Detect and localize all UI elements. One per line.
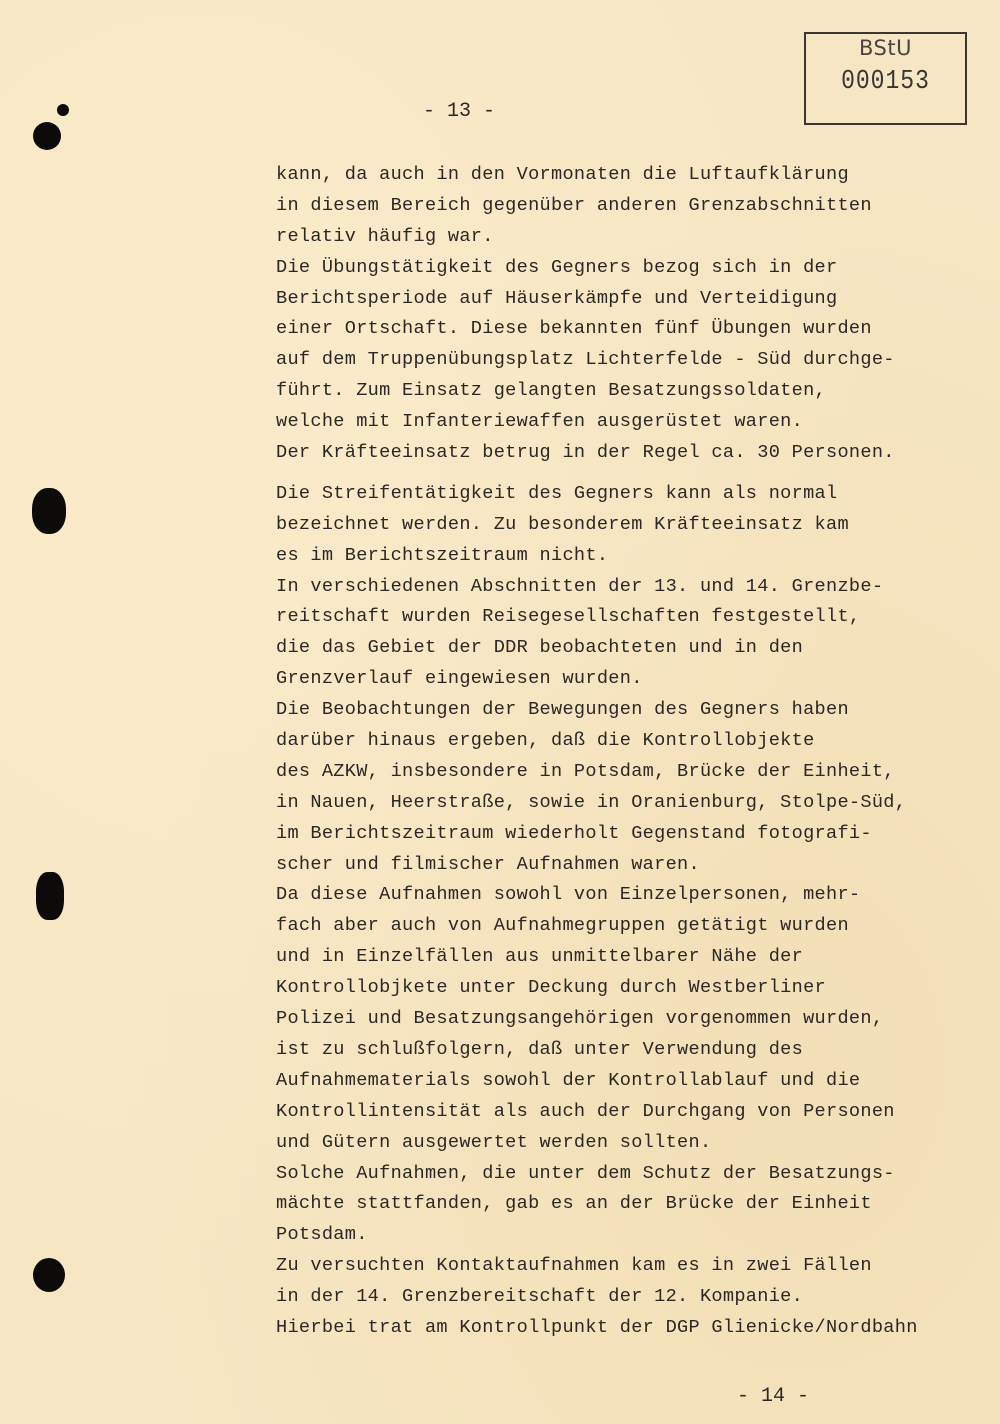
text-line: Polizei und Besatzungsangehörigen vorgenommen wurden, — [276, 1008, 884, 1030]
text-line: führt. Zum Einsatz gelangten Besatzungssoldaten, — [276, 380, 826, 402]
page-number-bottom: - 14 - — [737, 1385, 810, 1408]
paragraph-2 — [276, 479, 976, 1344]
text-line: fach aber auch von Aufnahmegruppen getätigt wurden — [276, 915, 849, 937]
text-line: scher und filmischer Aufnahmen waren. — [276, 853, 700, 875]
punch-hole-icon — [32, 488, 66, 534]
text-line: einer Ortschaft. Diese bekannten fünf Übungen wurden — [276, 318, 872, 340]
text-line: mächte stattfanden, gab es an der Brücke der Einheit — [276, 1193, 872, 1215]
punch-hole-icon — [33, 1258, 65, 1292]
text-line: es im Berichtszeitraum nicht. — [276, 544, 609, 566]
text-line: Da diese Aufnahmen sowohl von Einzelpersonen, mehr- — [276, 884, 861, 906]
text-line: Berichtsperiode auf Häuserkämpfe und Verteidigung — [276, 287, 838, 309]
text-line: Die Übungstätigkeit des Gegners bezog sich in der — [276, 256, 838, 278]
text-line: im Berichtszeitraum wiederholt Gegenstand fotografi- — [276, 822, 872, 844]
text-line: Zu versuchten Kontaktaufnahmen kam es in zwei Fällen — [276, 1255, 872, 1277]
text-line: des AZKW, insbesondere in Potsdam, Brücke der Einheit, — [276, 760, 895, 782]
text-line: Kontrollobjkete unter Deckung durch Westberliner — [276, 977, 826, 999]
punch-hole-icon — [33, 122, 61, 150]
stamp-org: BStU — [859, 36, 912, 60]
text-line: in diesem Bereich gegenüber anderen Grenzabschnitten — [276, 194, 872, 216]
text-line: Hierbei trat am Kontrollpunkt der DGP Glienicke/Nordbahn — [276, 1316, 918, 1338]
paragraph-1 — [276, 160, 976, 469]
text-line: auf dem Truppenübungsplatz Lichterfelde - Süd durchge- — [276, 349, 895, 371]
stamp-number: 000153 — [841, 66, 930, 96]
text-line: in der 14. Grenzbereitschaft der 12. Kompanie. — [276, 1286, 804, 1308]
text-line: Grenzverlauf eingewiesen wurden. — [276, 668, 643, 690]
text-line: Kontrollintensität als auch der Durchgang von Personen — [276, 1100, 895, 1122]
text-line: Die Streifentätigkeit des Gegners kann als normal — [276, 482, 838, 504]
text-line: darüber hinaus ergeben, daß die Kontrollobjekte — [276, 730, 815, 752]
text-line: Potsdam. — [276, 1224, 368, 1246]
punch-hole-icon — [36, 872, 64, 920]
text-line: Aufnahmematerials sowohl der Kontrollablauf und die — [276, 1069, 861, 1091]
text-line: Die Beobachtungen der Bewegungen des Gegners haben — [276, 699, 849, 721]
text-line: reitschaft wurden Reisegesellschaften festgestellt, — [276, 606, 861, 628]
text-line: Solche Aufnahmen, die unter dem Schutz der Besatzungs- — [276, 1162, 895, 1184]
document-body — [276, 160, 976, 1344]
page-number-top: - 13 - — [423, 100, 496, 123]
text-line: In verschiedenen Abschnitten der 13. und 14. Grenzbe- — [276, 575, 884, 597]
text-line: bezeichnet werden. Zu besonderem Kräfteeinsatz kam — [276, 513, 849, 535]
text-line: kann, da auch in den Vormonaten die Luftaufklärung — [276, 164, 849, 185]
text-line: in Nauen, Heerstraße, sowie in Oranienburg, Stolpe-Süd, — [276, 791, 907, 813]
archive-stamp — [804, 32, 967, 125]
punch-hole-icon — [57, 104, 69, 116]
text-line: und in Einzelfällen aus unmittelbarer Nähe der — [276, 946, 804, 968]
paragraph-gap — [276, 469, 976, 479]
text-line: die das Gebiet der DDR beobachteten und in den — [276, 637, 804, 659]
text-line: welche mit Infanteriewaffen ausgerüstet waren. — [276, 411, 804, 433]
text-line: Der Kräfteeinsatz betrug in der Regel ca. 30 Personen. — [276, 442, 895, 464]
text-line: und Gütern ausgewertet werden sollten. — [276, 1131, 712, 1153]
text-line: relativ häufig war. — [276, 225, 494, 247]
text-line: ist zu schlußfolgern, daß unter Verwendung des — [276, 1038, 804, 1060]
